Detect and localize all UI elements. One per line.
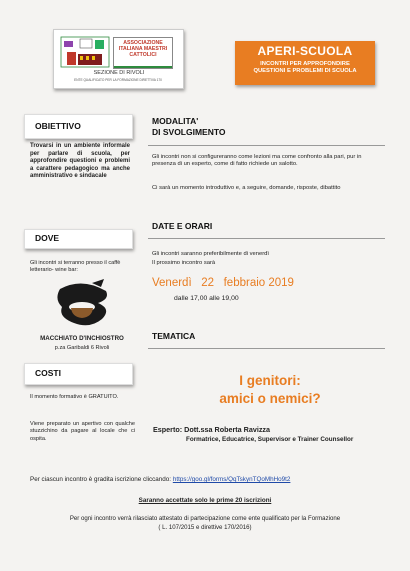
title-banner <box>235 41 375 85</box>
modalita-text-1: Gli incontri non si configureranno come lezioni ma come confronto alla pari, pur in presenza di un esperto, come di fatto richiede un salotto. <box>152 154 362 168</box>
coffee-cup-logo-icon <box>52 279 114 331</box>
section-label: SEZIONE DI RIVOLI <box>93 70 145 76</box>
theme-title: I genitori: amici o nemici? <box>219 373 321 406</box>
costi-title: COSTI <box>35 368 61 378</box>
limit-notice: Saranno accettate solo le prime 20 iscrizioni <box>138 497 272 504</box>
banner-title: APERI-SCUOLA <box>257 44 353 58</box>
signup-line <box>30 476 290 483</box>
modalita-divider <box>148 145 385 146</box>
banner-subtitle: INCONTRI PER APPROFONDIRE QUESTIONI E PROBLEMI DI SCUOLA <box>253 61 357 74</box>
venue-name: MACCHIATO D'INCHIOSTRO <box>40 335 124 342</box>
signup-text: Per ciascun incontro è gradita iscrizione cliccando: <box>30 476 173 483</box>
venue-address: p.za Garibaldi 6 Rivoli <box>54 345 110 351</box>
modalita-text-2: Ci sarà un momento introduttivo e, a seguire, domande, risposte, dibattito <box>152 185 341 191</box>
obiettivo-text: Trovarsi in un ambiente informale per parlare di scuola, per approfondire questioni e problemi a carattere pedagogico ma anche amministrativo e sindacale <box>30 143 130 180</box>
costi-text-2: Viene preparato un apertivo con qualche stuzzichino da pagare al locale che ci ospita. <box>30 421 135 442</box>
dove-header <box>24 229 133 249</box>
costi-header <box>24 363 133 385</box>
tematica-divider <box>148 348 385 349</box>
signup-link[interactable]: https://goo.gl/forms/QqTskynTQoMhHo9t2 <box>172 476 291 483</box>
attestato-line-1: Per ogni incontro verrà rilasciato attestato di partecipazione come ente qualificato per la Formazione <box>69 515 341 522</box>
attestato-line-2: ( L. 107/2015 e direttive 170/2016) <box>158 524 252 531</box>
event-date: Venerdì 22 febbraio 2019 <box>152 277 294 289</box>
qualified-label: ENTE QUALIFICATO PER LA FORMAZIONE DIRETTIVA 170 <box>74 78 162 82</box>
modalita-title: MODALITA' DI SVOLGIMENTO <box>152 116 226 137</box>
obiettivo-header <box>24 114 133 139</box>
tematica-title: TEMATICA <box>152 331 196 341</box>
association-name-box <box>113 37 173 69</box>
date-text-1: Gli incontri saranno preferibilmente di venerdì <box>152 251 269 257</box>
dove-text: Gli incontri si terranno presso il caffè letterario- wine bar: <box>30 260 121 273</box>
date-title: DATE E ORARI <box>152 221 213 231</box>
association-name: ASSOCIAZIONE ITALIANA MAESTRI CATTOLICI <box>118 40 168 58</box>
expert-name: Esperto: Dott.ssa Roberta Ravizza <box>153 425 271 434</box>
dove-title: DOVE <box>35 233 60 243</box>
costi-text-1: Il momento formativo è GRATUITO. <box>30 394 119 400</box>
event-time: dalle 17,00 alle 19,00 <box>174 295 239 302</box>
school-building-icon <box>60 36 110 68</box>
date-text-2: Il prossimo incontro sarà <box>152 260 216 266</box>
obiettivo-title: OBIETTIVO <box>35 121 81 131</box>
expert-roles: Formatrice, Educatrice, Supervisor e Trainer Counsellor <box>186 436 354 443</box>
date-divider <box>148 238 385 239</box>
